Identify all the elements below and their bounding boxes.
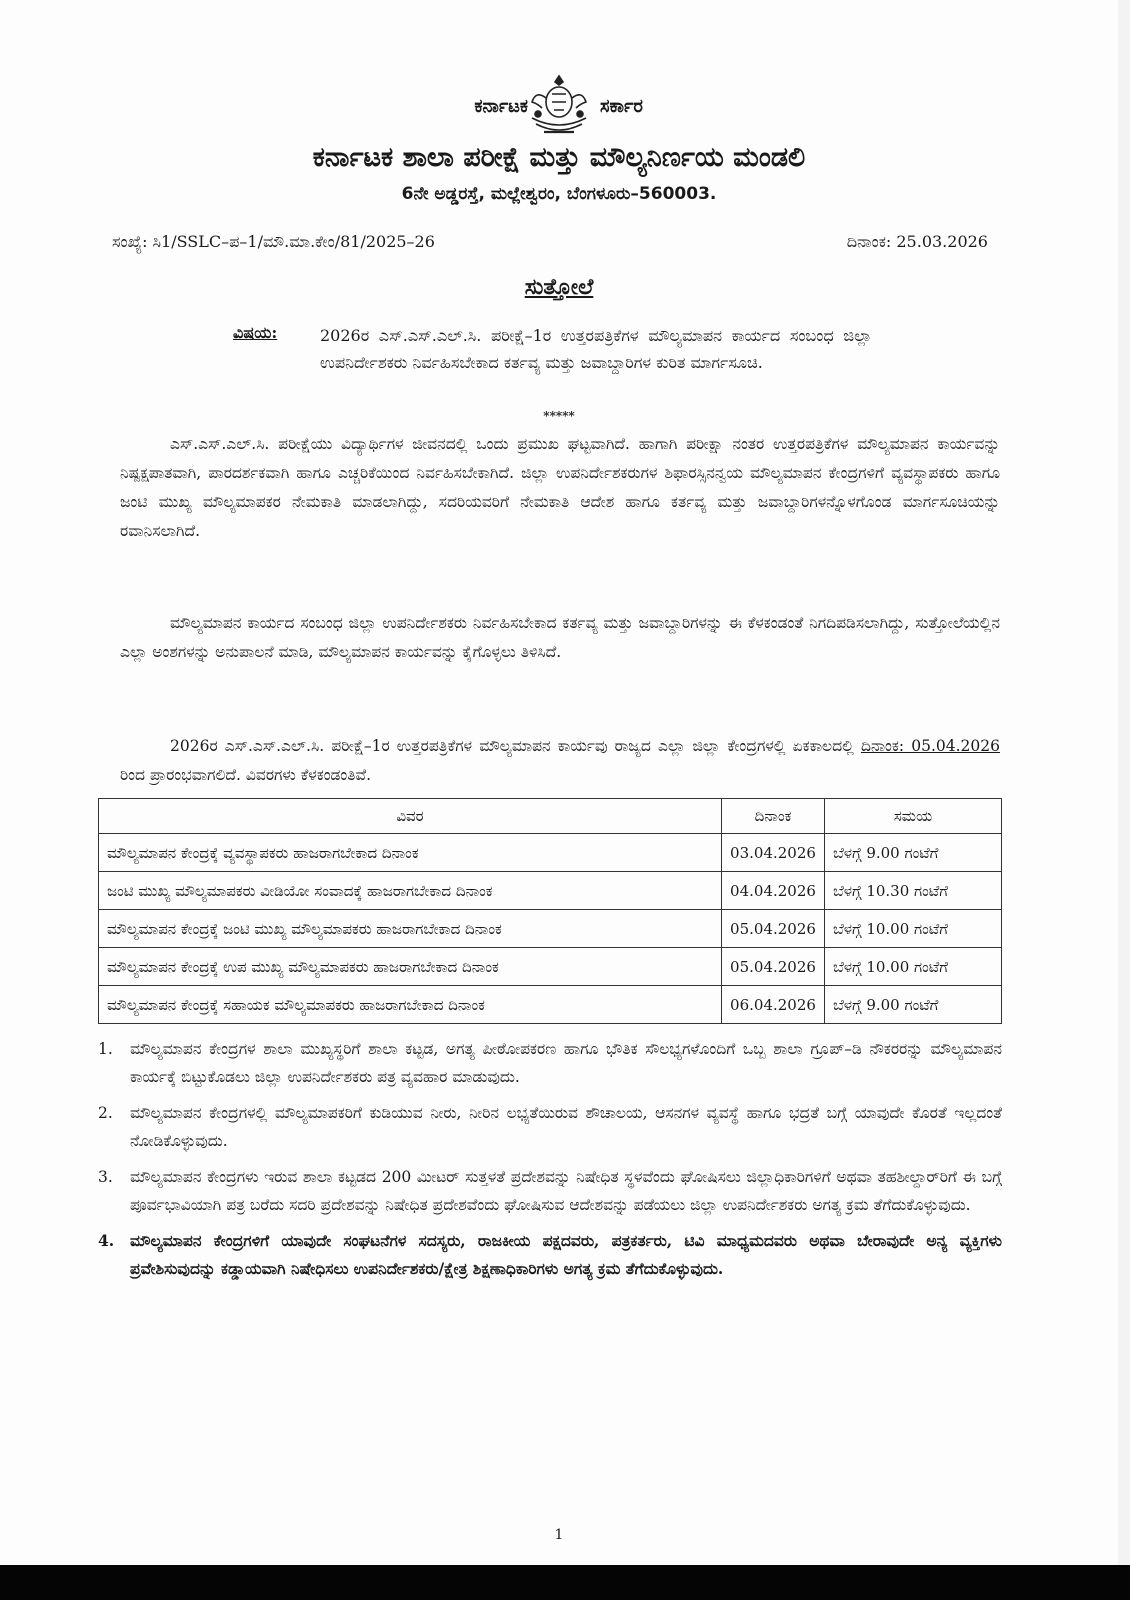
list-item-text: ಮೌಲ್ಯಮಾಪನ ಕೇಂದ್ರಗಳಿಗೆ ಯಾವುದೇ ಸಂಘಟನೆಗಳ ಸದಸ್ಯರು, ರಾಜಕೀಯ ಪಕ್ಷದವರು, ಪತ್ರಕರ್ತರು, ಟಿವಿ ಮಾಧ್ಯಮದವರು ಅಥವಾ ಬೇರಾವುದೇ ಅನ್ಯ ವ್ಯಕ್ತಿಗಳು ಪ್ರವೇಶಿಸುವುದನ್ನು ಕಡ್ಡಾಯವಾಗಿ ನಿಷೇಧಿಸಲು ಉಪನಿರ್ದೇಶಕರು/ಕ್ಷೇತ್ರ ಶಿಕ್ಷಣಾಧಿಕಾರಿಗಳು ಅಗತ್ಯ ಕ್ರಮ ತೆಗೆದುಕೊಳ್ಳುವುದು.: [130, 1231, 1002, 1278]
list-item-text: ಮೌಲ್ಯಮಾಪನ ಕೇಂದ್ರಗಳಲ್ಲಿ ಮೌಲ್ಯಮಾಪಕರಿಗೆ ಕುಡಿಯುವ ನೀರು, ನೀರಿನ ಲಭ್ಯತೆಯಿರುವ ಶೌಚಾಲಯ, ಆಸನಗಳ ವ್ಯವಸ್ಥೆ ಹಾಗೂ ಭದ್ರತೆ ಬಗ್ಗೆ ಯಾವುದೇ ಕೊರತೆ ಇಲ್ಲದಂತೆ ನೋಡಿಕೊಳ್ಳುವುದು.: [130, 1104, 1002, 1150]
paragraph-3: [120, 732, 1000, 790]
viewer-edge: [1118, 0, 1130, 1565]
paragraph-1: ಎಸ್.ಎಸ್.ಎಲ್.ಸಿ. ಪರೀಕ್ಷೆಯು ವಿದ್ಯಾರ್ಥಿಗಳ ಜೀವನದಲ್ಲಿ ಒಂದು ಪ್ರಮುಖ ಘಟ್ಟವಾಗಿದೆ. ಹಾಗಾಗಿ ಪರೀಕ್ಷಾ ನಂತರ ಉತ್ತರಪತ್ರಿಕೆಗಳ ಮೌಲ್ಯಮಾಪನ ಕಾರ್ಯವನ್ನು ನಿಷ್ಪಕ್ಷಪಾತವಾಗಿ, ಪಾರದರ್ಶಕವಾಗಿ ಹಾಗೂ ಎಚ್ಚರಿಕೆಯಿಂದ ನಿರ್ವಹಿಸಬೇಕಾಗಿದೆ. ಜಿಲ್ಲಾ ಉಪನಿರ್ದೇಶಕರುಗಳ ಶಿಫಾರಸ್ಸಿನನ್ವಯ ಮೌಲ್ಯಮಾಪನ ಕೇಂದ್ರಗಳಿಗೆ ವ್ಯವಸ್ಥಾಪಕರು ಹಾಗೂ ಜಂಟಿ ಮುಖ್ಯ ಮೌಲ್ಯಮಾಪಕರ ನೇಮಕಾತಿ ಮಾಡಲಾಗಿದ್ದು, ಸದರಿಯವರಿಗೆ ನೇಮಕಾತಿ ಆದೇಶ ಹಾಗೂ ಕರ್ತವ್ಯ ಮತ್ತು ಜವಾಬ್ದಾರಿಗಳನ್ನೊಳಗೊಂಡ ಮಾರ್ಗಸೂಚಿಯನ್ನು ರವಾನಿಸಲಾಗಿದೆ.: [120, 435, 1000, 540]
row-date: 06.04.2026: [722, 986, 825, 1024]
list-item-text: ಮೌಲ್ಯಮಾಪನ ಕೇಂದ್ರಗಳ ಶಾಲಾ ಮುಖ್ಯಸ್ಥರಿಗೆ ಶಾಲಾ ಕಟ್ಟಡ, ಅಗತ್ಯ ಪೀಠೋಪಕರಣ ಹಾಗೂ ಭೌತಿಕ ಸೌಲಭ್ಯಗಳೊಂದಿಗೆ ಒಬ್ಬ ಶಾಲಾ ಗ್ರೂಪ್–ಡಿ ನೌಕರರನ್ನು ಮೌಲ್ಯಮಾಪನ ಕಾರ್ಯಕ್ಕೆ ಬಿಟ್ಟುಕೊಡಲು ಜಿಲ್ಲಾ ಉಪನಿರ್ದೇಶಕರು ಪತ್ರ ವ್ಯವಹಾರ ಮಾಡುವುದು.: [130, 1040, 1002, 1086]
header-time: ಸಮಯ: [825, 799, 1002, 834]
row-time: ಬೆಳಗ್ಗೆ 9.00 ಗಂಟೆಗೆ: [825, 834, 1002, 872]
row-time: ಬೆಳಗ್ಗೆ 10.00 ಗಂಟೆಗೆ: [825, 948, 1002, 986]
table-header-row: [99, 799, 1002, 834]
list-item: [98, 1099, 1002, 1155]
page-number: 1: [554, 1527, 564, 1543]
row-date: 04.04.2026: [722, 872, 825, 910]
row-time: ಬೆಳಗ್ಗೆ 10.00 ಗಂಟೆಗೆ: [825, 910, 1002, 948]
list-item-number: 1.: [98, 1040, 113, 1058]
row-detail: ಮೌಲ್ಯಮಾಪನ ಕೇಂದ್ರಕ್ಕೆ ವ್ಯವಸ್ಥಾಪಕರು ಹಾಜರಾಗಬೇಕಾದ ದಿನಾಂಕ: [99, 834, 722, 872]
row-detail: ಮೌಲ್ಯಮಾಪನ ಕೇಂದ್ರಕ್ಕೆ ಸಹಾಯಕ ಮೌಲ್ಯಮಾಪಕರು ಹಾಜರಾಗಬೇಕಾದ ದಿನಾಂಕ: [99, 986, 722, 1024]
subject-text: 2026ರ ಎಸ್.ಎಸ್.ಎಲ್.ಸಿ. ಪರೀಕ್ಷೆ–1ರ ಉತ್ತರಪತ್ರಿಕೆಗಳ ಮೌಲ್ಯಮಾಪನ ಕಾರ್ಯದ ಸಂಬಂಧ ಜಿಲ್ಲಾ ಉಪನಿರ್ದೇಶಕರು ನಿರ್ವಹಿಸಬೇಕಾದ ಕರ್ತವ್ಯ ಮತ್ತು ಜವಾಬ್ದಾರಿಗಳ ಕುರಿತ ಮಾರ್ಗಸೂಚಿ.: [320, 326, 872, 372]
header-date: ದಿನಾಂಕ: [722, 799, 825, 834]
list-item-text: ಮೌಲ್ಯಮಾಪನ ಕೇಂದ್ರಗಳು ಇರುವ ಶಾಲಾ ಕಟ್ಟಡದ 200 ಮೀಟರ್ ಸುತ್ತಳತೆ ಪ್ರದೇಶವನ್ನು ನಿಷೇಧಿತ ಸ್ಥಳವೆಂದು ಘೋಷಿಸಲು ಜಿಲ್ಲಾಧಿಕಾರಿಗಳಿಗೆ ಅಥವಾ ತಹಶೀಲ್ದಾರ್‌ರಿಗೆ ಈ ಬಗ್ಗೆ ಪೂರ್ವಭಾವಿಯಾಗಿ ಪತ್ರ ಬರೆದು ಸದರಿ ಪ್ರದೇಶವನ್ನು ನಿಷೇಧಿತ ಪ್ರದೇಶವೆಂದು ಘೋಷಿಸುವ ಆದೇಶವನ್ನು ಪಡೆಯಲು ಜಿಲ್ಲಾ ಉಪನಿರ್ದೇಶಕರು ಅಗತ್ಯ ಕ್ರಮ ತೆಗೆದುಕೊಳ್ಳುವುದು.: [130, 1168, 1002, 1214]
table-row: [99, 986, 1002, 1024]
row-date: 03.04.2026: [722, 834, 825, 872]
list-item-number: 4.: [98, 1231, 115, 1250]
separator-stars: *****: [543, 409, 575, 423]
letterhead: [0, 72, 1118, 138]
table-row: [99, 872, 1002, 910]
reference-date: ದಿನಾಂಕ: 25.03.2026: [846, 232, 988, 251]
table-row: [99, 910, 1002, 948]
list-item: [98, 1163, 1002, 1219]
board-name: ಕರ್ನಾಟಕ ಶಾಲಾ ಪರೀಕ್ಷೆ ಮತ್ತು ಮೌಲ್ಯನಿರ್ಣಯ ಮಂಡಲಿ: [312, 142, 806, 173]
instructions-list: [98, 1035, 1002, 1291]
header-right-word: ಸರ್ಕಾರ: [600, 96, 643, 117]
paragraph-3-end: ರಿಂದ ಪ್ರಾರಂಭವಾಗಲಿದೆ. ವಿವರಗಳು ಕೆಳಕಂಡಂತಿವೆ.: [120, 766, 372, 784]
row-time: ಬೆಳಗ್ಗೆ 9.00 ಗಂಟೆಗೆ: [825, 986, 1002, 1024]
viewer-bottom-bar: [0, 1565, 1130, 1600]
table-row: [99, 948, 1002, 986]
row-detail: ಮೌಲ್ಯಮಾಪನ ಕೇಂದ್ರಕ್ಕೆ ಉಪ ಮುಖ್ಯ ಮೌಲ್ಯಮಾಪಕರು ಹಾಜರಾಗಬೇಕಾದ ದಿನಾಂಕ: [99, 948, 722, 986]
row-detail: ಜಂಟಿ ಮುಖ್ಯ ಮೌಲ್ಯಮಾಪಕರು ವೀಡಿಯೋ ಸಂವಾದಕ್ಕೆ ಹಾಜರಾಗಬೇಕಾದ ದಿನಾಂಕ: [99, 872, 722, 910]
list-item-number: 3.: [98, 1168, 113, 1186]
header-details: ವಿವರ: [99, 799, 722, 834]
list-item: [98, 1035, 1002, 1091]
row-time: ಬೆಳಗ್ಗೆ 10.30 ಗಂಟೆಗೆ: [825, 872, 1002, 910]
karnataka-emblem-icon: [524, 72, 594, 138]
board-address: 6ನೇ ಅಡ್ಡರಸ್ತೆ, ಮಲ್ಲೇಶ್ವರಂ, ಬೆಂಗಳೂರು–560003.: [401, 184, 717, 204]
start-date: ದಿನಾಂಕ: 05.04.2026: [860, 737, 1000, 755]
paragraph-2: ಮೌಲ್ಯಮಾಪನ ಕಾರ್ಯದ ಸಂಬಂಧ ಜಿಲ್ಲಾ ಉಪನಿರ್ದೇಶಕರು ನಿರ್ವಹಿಸಬೇಕಾದ ಕರ್ತವ್ಯ ಮತ್ತು ಜವಾಬ್ದಾರಿಗಳನ್ನು ಈ ಕೆಳಕಂಡಂತೆ ನಿಗದಿಪಡಿಸಲಾಗಿದ್ದು, ಸುತ್ತೋಲೆಯಲ್ಲಿನ ಎಲ್ಲಾ ಅಂಶಗಳನ್ನು ಅನುಪಾಲನೆ ಮಾಡಿ, ಮೌಲ್ಯಮಾಪನ ಕಾರ್ಯವನ್ನು ಕೈಗೊಳ್ಳಲು ತಿಳಿಸಿದೆ.: [120, 614, 1000, 661]
list-item-number: 2.: [98, 1104, 113, 1122]
row-date: 05.04.2026: [722, 948, 825, 986]
header-left-word: ಕರ್ನಾಟಕ: [474, 96, 528, 117]
circular-title: ಸುತ್ತೋಲೆ: [524, 275, 594, 300]
reference-number: ಸಂಖ್ಯೆ: ಸಿ1/SSLC–ಪ–1/ಮೌ.ಮಾ.ಕೇಂ/81/2025–26: [112, 232, 435, 251]
row-date: 05.04.2026: [722, 910, 825, 948]
schedule-table: [98, 798, 1002, 1024]
table-row: [99, 834, 1002, 872]
row-detail: ಮೌಲ್ಯಮಾಪನ ಕೇಂದ್ರಕ್ಕೆ ಜಂಟಿ ಮುಖ್ಯ ಮೌಲ್ಯಮಾಪಕರು ಹಾಜರಾಗಬೇಕಾದ ದಿನಾಂಕ: [99, 910, 722, 948]
subject-label: ವಿಷಯ:: [233, 323, 278, 342]
list-item: [98, 1227, 1002, 1283]
paragraph-3-start: 2026ರ ಎಸ್.ಎಸ್.ಎಲ್.ಸಿ. ಪರೀಕ್ಷೆ–1ರ ಉತ್ತರಪತ್ರಿಕೆಗಳ ಮೌಲ್ಯಮಾಪನ ಕಾರ್ಯವು ರಾಜ್ಯದ ಎಲ್ಲಾ ಜಿಲ್ಲಾ ಕೇಂದ್ರಗಳಲ್ಲಿ ಏಕಕಾಲದಲ್ಲಿ: [170, 737, 861, 755]
